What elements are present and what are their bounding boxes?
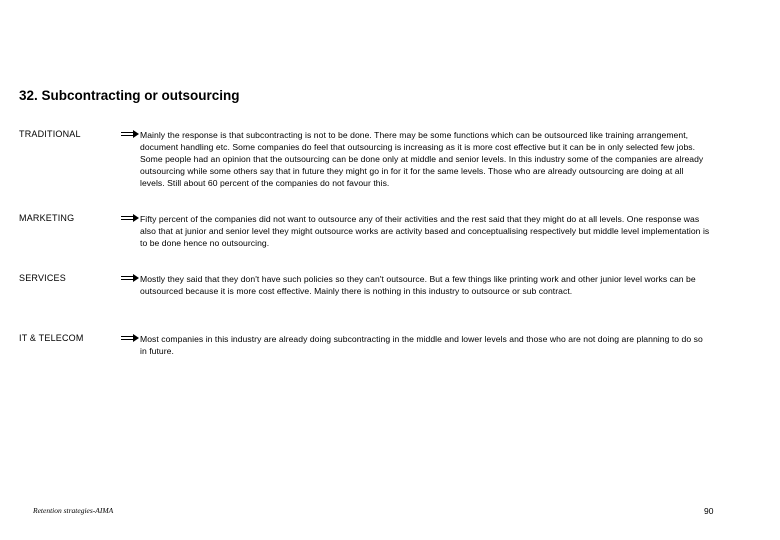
- row-description: Most companies in this industry are already doing subcontracting in the middle and lower levels and those who are not doing are planning to do so in future.: [140, 334, 703, 356]
- arrow-right-icon: [121, 273, 139, 283]
- row-description: Fifty percent of the companies did not want to outsource any of their activities and the rest said that they might do at all levels. One response was also that at junior and senior level they might outsource works are activity based and conceptualising respectively but middle level implementation is to be done hence no outsourcing.: [140, 214, 710, 248]
- row-description: Mainly the response is that subcontracting is not to be done. There may be some functions which can be outsourced like training arrangement, document handling etc. Some companies do feel that outsourcing is increasing as it is more cost effective but it can be in only selected few jobs. Some people had an opinion that the outsourcing can be done only at middle and senior levels. In this industry some of the companies are already outsourcing while some others say that in future they might go in for it for the same levels. Those who are already outsourcing are doing at all levels. Still about 60 percent of the companies do not favour this.: [140, 130, 704, 188]
- row-label: TRADITIONAL: [19, 129, 81, 139]
- row-label: SERVICES: [19, 273, 66, 283]
- page-title: 32. Subcontracting or outsourcing: [19, 88, 240, 103]
- row-description: Mostly they said that they don't have such policies so they can't outsource. But a few things like printing work and other junior level works can be outsourced because it is more cost effective. Mainly there is nothing in this industry to outsource or sub contract.: [140, 274, 696, 296]
- arrow-right-icon: [121, 213, 139, 223]
- row-label: IT & TELECOM: [19, 333, 84, 343]
- arrow-right-icon: [121, 129, 139, 139]
- footer-source: Retention strategies-AIMA: [33, 506, 114, 515]
- row-label: MARKETING: [19, 213, 75, 223]
- arrow-right-icon: [121, 333, 139, 343]
- page-number: 90: [704, 506, 714, 516]
